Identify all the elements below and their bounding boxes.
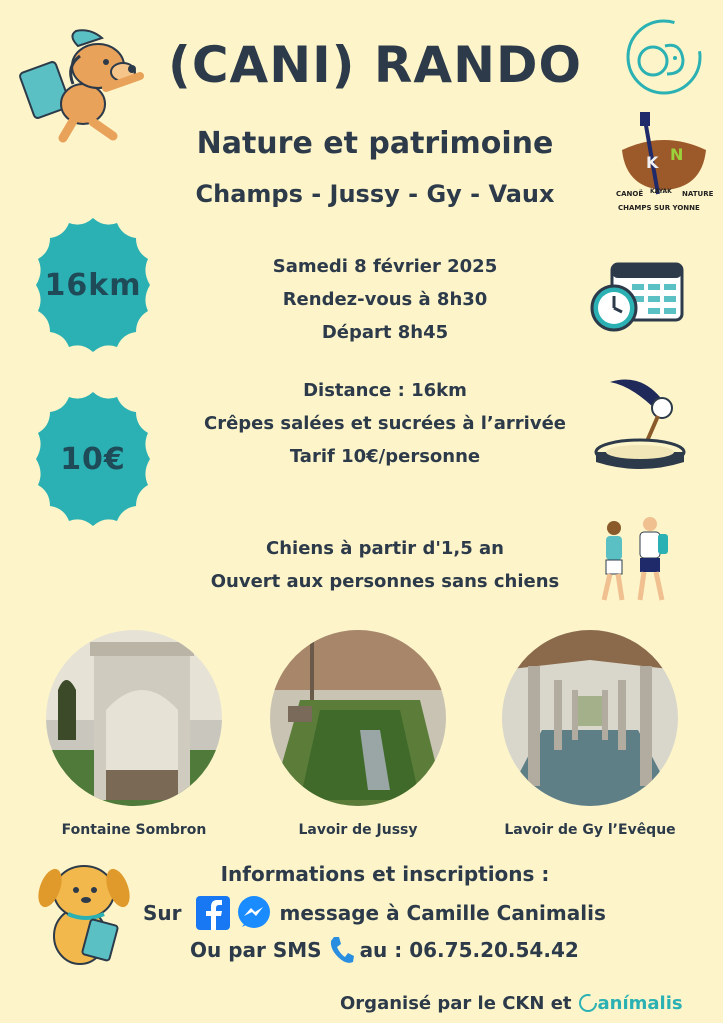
ckn-logo — [614, 110, 714, 218]
departure-time: Départ 8h45 — [321, 322, 449, 343]
sms-number: au : 06.75.20.54.42 — [359, 938, 579, 962]
canimalis-brand: anímalis — [597, 992, 683, 1014]
ckn-logo-text-bottom: CHAMPS SUR YONNE — [618, 204, 700, 212]
sms-prefix: Ou par SMS — [190, 938, 322, 962]
distance-badge — [22, 214, 164, 356]
schedule-block — [200, 250, 570, 349]
dogs-block — [190, 532, 580, 598]
canimalis-small-logo-icon — [578, 993, 598, 1013]
ckn-logo-text-top: CANOË — [616, 190, 644, 198]
ckn-logo-text-mid: KAYAK — [650, 188, 672, 195]
photo-lavoir-jussy — [270, 630, 446, 806]
hikers-icon — [596, 516, 672, 606]
distance-text: Distance : 16km — [303, 380, 467, 401]
ckn-letter-k: K — [646, 153, 659, 172]
messenger-icon[interactable] — [236, 895, 272, 931]
photo-fontaine-sombron — [46, 630, 222, 806]
dog-age-text: Chiens à partir d'1,5 an — [266, 538, 504, 559]
price-badge-label: 10€ — [60, 441, 126, 477]
contact-on-label: Sur — [143, 901, 182, 925]
photo-lavoir-gy — [502, 630, 678, 806]
caption-gy: Lavoir de Gy l’Evêque — [504, 822, 676, 838]
contact-heading: Informations et inscriptions : — [220, 862, 550, 886]
crepe-maker-icon — [592, 372, 688, 478]
phone-icon[interactable] — [328, 935, 354, 965]
subtitle: Nature et patrimoine — [196, 126, 554, 161]
crepes-text: Crêpes salées et sucrées à l’arrivée — [204, 413, 566, 434]
open-text: Ouvert aux personnes sans chiens — [210, 571, 560, 592]
organizer-text: Organisé par le CKN et — [340, 992, 572, 1014]
caption-jussy: Lavoir de Jussy — [298, 822, 418, 838]
footer-organizer — [340, 988, 720, 1018]
price-text: Tarif 10€/personne — [289, 446, 481, 467]
contact-sms-row — [190, 934, 620, 966]
distance-badge-label: 16km — [44, 267, 142, 303]
calendar-clock-icon — [588, 258, 688, 338]
villages-list: Champs - Jussy - Gy - Vaux — [195, 180, 555, 208]
ckn-logo-text-right: NATURE — [682, 190, 714, 198]
contact-social-row — [143, 898, 643, 928]
canimalis-logo — [623, 16, 705, 98]
meeting-time: Rendez-vous à 8h30 — [282, 289, 488, 310]
page-title: (CANI) RANDO — [167, 36, 582, 94]
details-block — [190, 374, 580, 473]
dog-tablet-illustration — [28, 858, 132, 968]
running-dog-illustration — [18, 26, 148, 146]
event-date: Samedi 8 février 2025 — [272, 256, 498, 277]
contact-message: message à Camille Canimalis — [279, 901, 606, 925]
price-badge — [22, 388, 164, 530]
facebook-icon[interactable] — [196, 896, 230, 930]
caption-fontaine: Fontaine Sombron — [61, 822, 207, 838]
ckn-letter-n: N — [670, 145, 684, 164]
